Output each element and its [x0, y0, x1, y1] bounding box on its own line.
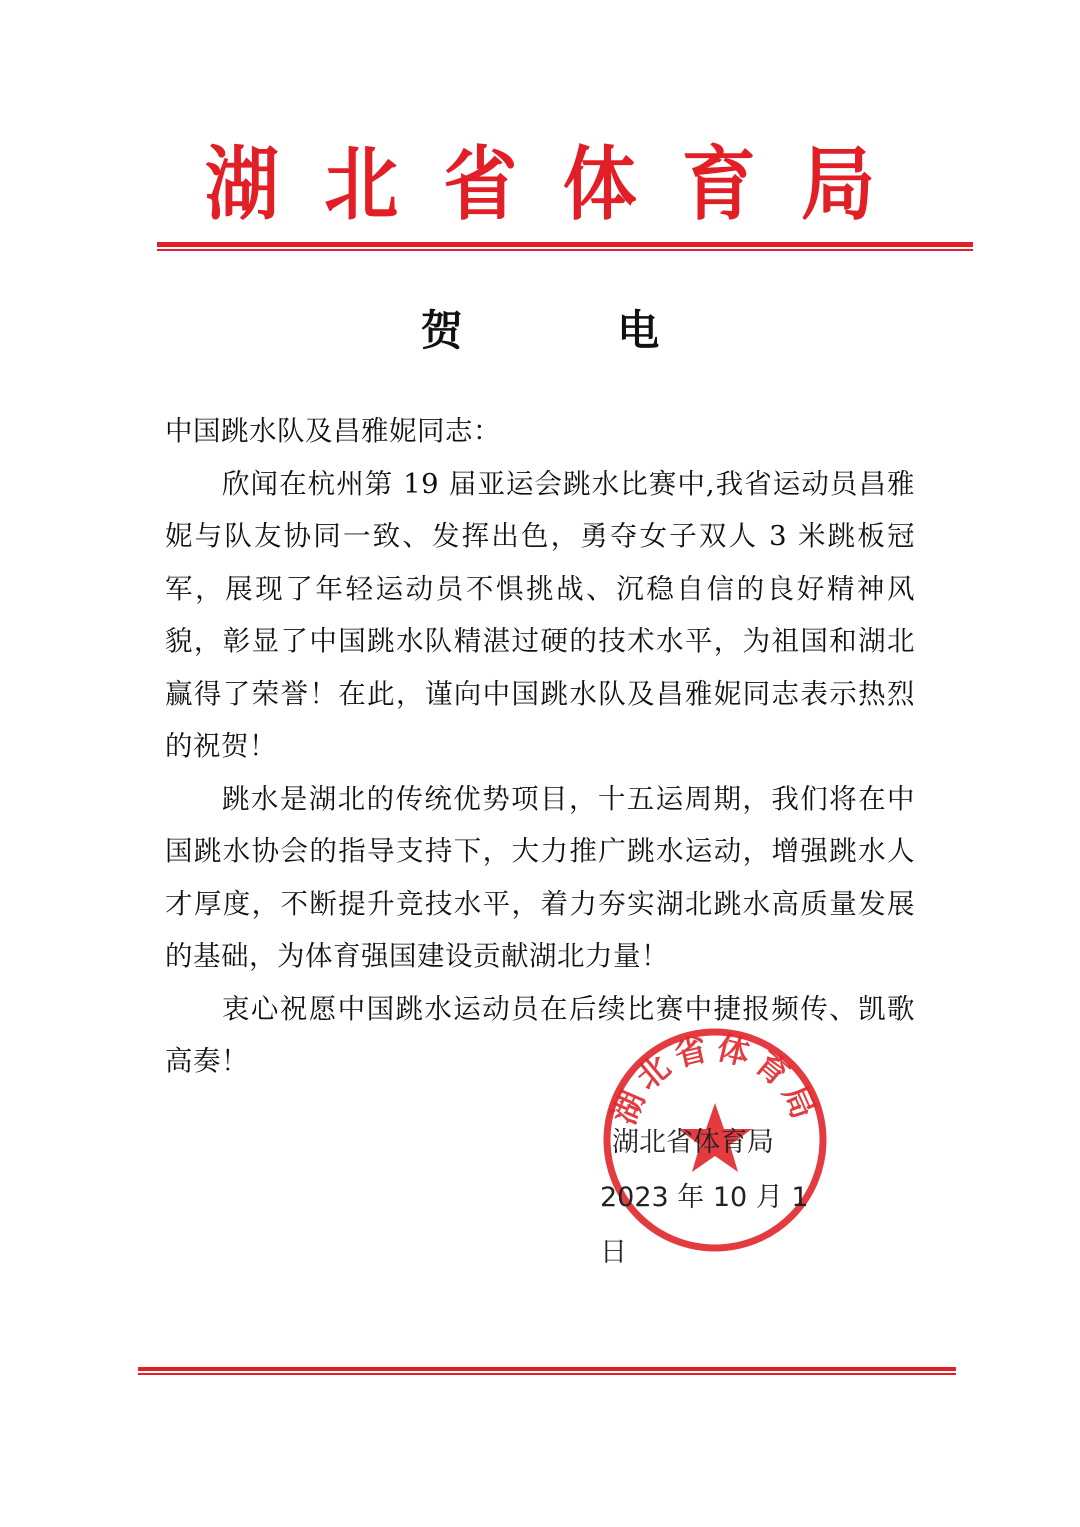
- signature-organization: 湖北省体育局: [612, 1127, 774, 1158]
- letterhead-char: 体: [562, 138, 637, 232]
- salutation: 中国跳水队及昌雅妮同志：: [165, 415, 501, 447]
- letterhead-divider-thin: [157, 249, 973, 251]
- letterhead-char: 湖: [205, 138, 279, 232]
- letterhead-char: 育: [681, 138, 756, 232]
- letterhead-divider-thick: [157, 242, 973, 247]
- letterhead: [205, 140, 875, 230]
- letterhead-char: 省: [443, 138, 518, 232]
- signature-block: [600, 1115, 840, 1280]
- letterhead-char: 北: [324, 138, 399, 232]
- paragraph: 衷心祝愿中国跳水运动员在后续比赛中捷报频传、凯歌高奏！: [165, 992, 915, 1077]
- document-title: 贺 电: [420, 306, 730, 355]
- paragraph: 欣闻在杭州第 19 届亚运会跳水比赛中,我省运动员昌雅妮与队友协同一致、发挥出色，勇夺女子双人 3 米跳板冠军，展现了年轻运动员不惧挑战、沉稳自信的良好精神风貌，彰显了中国跳水队精湛过硬的技术水平，为祖国和湖北赢得了荣誉！在此，谨向中国跳水队及昌雅妮同志表示热烈的祝贺！: [165, 467, 915, 762]
- letterhead-char: 局: [800, 138, 875, 232]
- footer-divider-thin: [138, 1373, 956, 1375]
- paragraph: 跳水是湖北的传统优势项目，十五运周期，我们将在中国跳水协会的指导支持下，大力推广跳水运动，增强跳水人才厚度，不断提升竞技水平，着力夯实湖北跳水高质量发展的基础，为体育强国建设贡献湖北力量！: [165, 782, 915, 972]
- letter-body: [165, 405, 915, 1088]
- seal-text: 湖北省体育局: [604, 1028, 826, 1130]
- footer-divider-thick: [138, 1367, 956, 1371]
- signature-date: 2023 年 10 月 1 日: [600, 1182, 809, 1268]
